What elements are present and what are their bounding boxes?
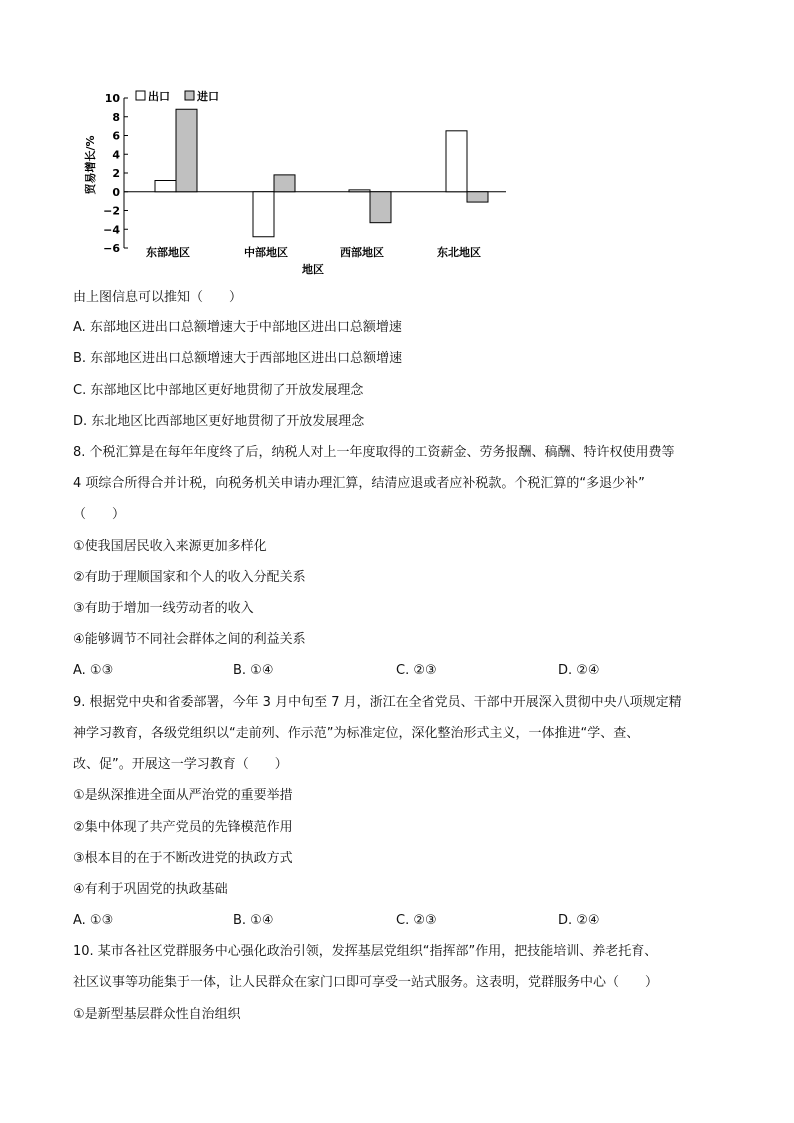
- bar-export: [253, 192, 274, 237]
- bar-import: [274, 175, 295, 192]
- q9-choice-b: B. ①④: [233, 913, 274, 928]
- q7-option-a: A. 东部地区进出口总额增速大于中部地区进出口总额增速: [73, 320, 402, 335]
- y-tick-label: 8: [112, 110, 120, 124]
- q7-option-b: B. 东部地区进出口总额增速大于西部地区进出口总额增速: [73, 351, 403, 366]
- trade-growth-chart: [70, 80, 520, 280]
- q10-item-1: ①是新型基层群众性自治组织: [73, 1007, 241, 1022]
- q9-item-3: ③根本目的在于不断改进党的执政方式: [73, 851, 293, 866]
- q9-item-4: ④有利于巩固党的执政基础: [73, 882, 228, 897]
- question-7-stem: 由上图信息可以推知（ ）: [73, 290, 243, 305]
- question-9-line-3: 改、促”。开展这一学习教育（ ）: [73, 757, 288, 772]
- question-9-line-2: 神学习教育，各级党组织以“走前列、作示范”为标准定位，深化整治形式主义，一体推进“学、查、: [73, 726, 640, 741]
- q8-choice-d: D. ②④: [558, 663, 600, 678]
- chart-legend: [136, 89, 219, 103]
- y-tick-label: 10: [104, 92, 120, 105]
- y-tick-label: 2: [112, 167, 120, 180]
- q8-item-3: ③有助于增加一线劳动者的收入: [73, 601, 254, 616]
- question-8-line-1: 8. 个税汇算是在每年年度终了后，纳税人对上一年度取得的工资薪金、劳务报酬、稿酬、特许权使用费等: [73, 445, 675, 460]
- q9-choice-c: C. ②③: [396, 913, 437, 928]
- question-8-line-2: 4 项综合所得合并计税，向税务机关申请办理汇算，结清应退或者应补税款。个税汇算的“多退少补”: [73, 476, 645, 491]
- q8-item-1: ①使我国居民收入来源更加多样化: [73, 539, 267, 554]
- q8-item-2: ②有助于理顺国家和个人的收入分配关系: [73, 570, 306, 585]
- y-tick-label: −6: [103, 242, 120, 255]
- bar-import: [370, 192, 391, 223]
- bar-import: [176, 109, 197, 192]
- question-8-line-3: （ ）: [73, 507, 126, 522]
- q8-choice-b: B. ①④: [233, 663, 274, 678]
- q8-choice-a: A. ①③: [73, 663, 114, 678]
- y-tick-label: −4: [103, 223, 120, 237]
- y-tick-label: 0: [112, 185, 120, 199]
- question-10-line-2: 社区议事等功能集于一体，让人民群众在家门口即可享受一站式服务。这表明，党群服务中心（ ）: [73, 975, 659, 990]
- q9-choice-d: D. ②④: [558, 913, 600, 928]
- q7-option-c: C. 东部地区比中部地区更好地贯彻了开放发展理念: [73, 383, 364, 398]
- bar-export: [446, 131, 467, 192]
- bar-import: [467, 192, 488, 202]
- question-9-line-1: 9. 根据党中央和省委部署，今年 3 月中旬至 7 月，浙江在全省党员、干部中开展深入贯彻中央八项规定精: [73, 695, 682, 710]
- y-tick-label: 4: [112, 148, 120, 162]
- y-tick-label: −2: [103, 204, 120, 218]
- legend-label: 出口: [148, 90, 170, 103]
- q7-option-d: D. 东北地区比西部地区更好地贯彻了开放发展理念: [73, 414, 365, 429]
- q9-item-1: ①是纵深推进全面从严治党的重要举措: [73, 788, 293, 803]
- x-axis-title: 地区: [302, 263, 324, 276]
- q8-item-4: ④能够调节不同社会群体之间的利益关系: [73, 632, 306, 647]
- legend-swatch: [185, 91, 194, 100]
- q9-choice-a: A. ①③: [73, 913, 114, 928]
- x-category-label: 东部地区: [146, 246, 190, 259]
- q8-choice-c: C. ②③: [396, 663, 437, 678]
- y-axis-title: 贸易增长/%: [84, 135, 97, 195]
- chart-bars: [155, 109, 488, 237]
- question-10-line-1: 10. 某市各社区党群服务中心强化政治引领，发挥基层党组织“指挥部”作用，把技能培训、养老托育、: [73, 944, 658, 959]
- bar-export: [155, 181, 176, 192]
- legend-swatch: [136, 91, 145, 100]
- legend-label: 进口: [197, 90, 219, 103]
- y-tick-label: 6: [112, 129, 120, 143]
- x-category-label: 东北地区: [437, 246, 481, 259]
- bar-export: [349, 190, 370, 192]
- x-category-label: 中部地区: [244, 246, 288, 259]
- x-category-label: 西部地区: [340, 246, 384, 259]
- q9-item-2: ②集中体现了共产党员的先锋模范作用: [73, 820, 293, 835]
